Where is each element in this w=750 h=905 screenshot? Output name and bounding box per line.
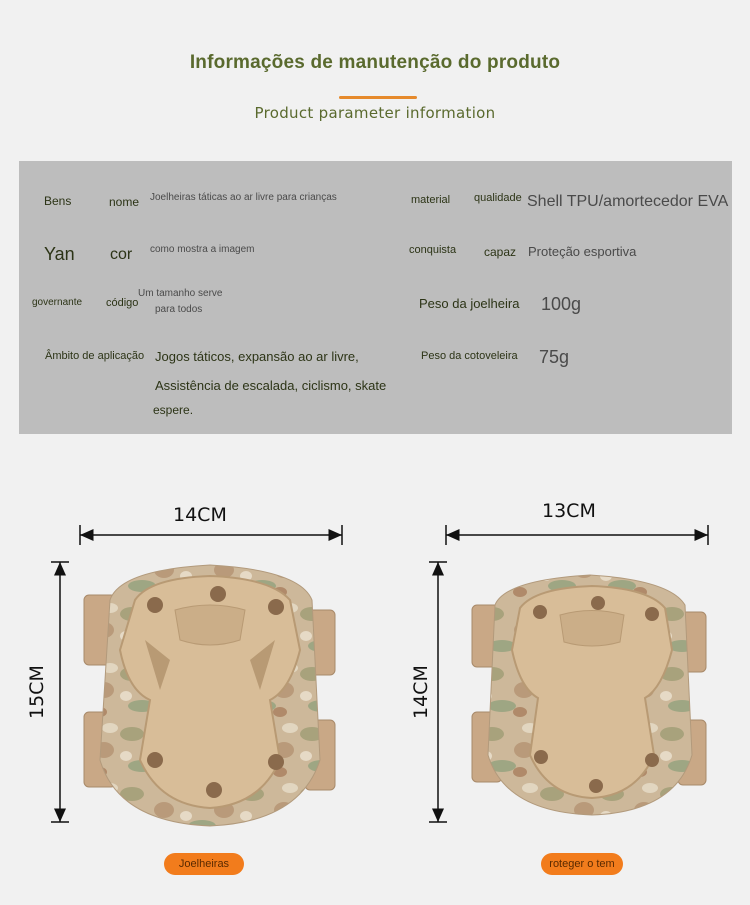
param-value: Um tamanho serve (138, 288, 223, 299)
knee-pad-caption: Joelheiras (164, 853, 244, 875)
elbow-pad-caption: roteger o tem (541, 853, 623, 875)
param-value: Assistência de escalada, ciclismo, skate (155, 378, 387, 393)
param-label: capaz (484, 245, 517, 259)
knee-height-label: 15CM (26, 665, 48, 719)
elbow-height-label: 14CM (410, 665, 432, 719)
param-label: qualidade (474, 192, 522, 204)
param-label: Bens (44, 194, 72, 208)
knee-width-label: 14CM (173, 504, 227, 526)
param-label: código (106, 297, 139, 309)
param-label: Peso da cotoveleira (421, 350, 518, 362)
param-value: 75g (539, 347, 570, 367)
param-label: Âmbito de aplicação (45, 350, 145, 362)
param-value: Joelheiras táticas ao ar livre para crianças (150, 192, 337, 203)
page-title: Informações de manutenção do produto (189, 52, 561, 73)
param-label: cor (110, 246, 133, 263)
param-value: 100g (541, 294, 582, 314)
param-value: Proteção esportiva (528, 244, 637, 259)
param-value: espere. (153, 403, 194, 417)
param-label: Peso da joelheira (419, 296, 520, 311)
page-subtitle: Product parameter information (254, 104, 496, 122)
param-label: nome (109, 195, 140, 209)
param-value: Jogos táticos, expansão ao ar livre, (155, 349, 359, 364)
param-label: governante (32, 297, 83, 308)
param-label: material (411, 194, 451, 206)
elbow-width-label: 13CM (542, 500, 596, 522)
param-value: para todos (155, 304, 203, 315)
param-value: como mostra a imagem (150, 244, 255, 255)
param-value: Shell TPU/amortecedor EVA (527, 193, 729, 210)
param-label: Yan (44, 244, 75, 264)
elbow-pad-image (472, 575, 706, 815)
param-label: conquista (409, 244, 457, 256)
knee-pad-image (84, 565, 335, 826)
